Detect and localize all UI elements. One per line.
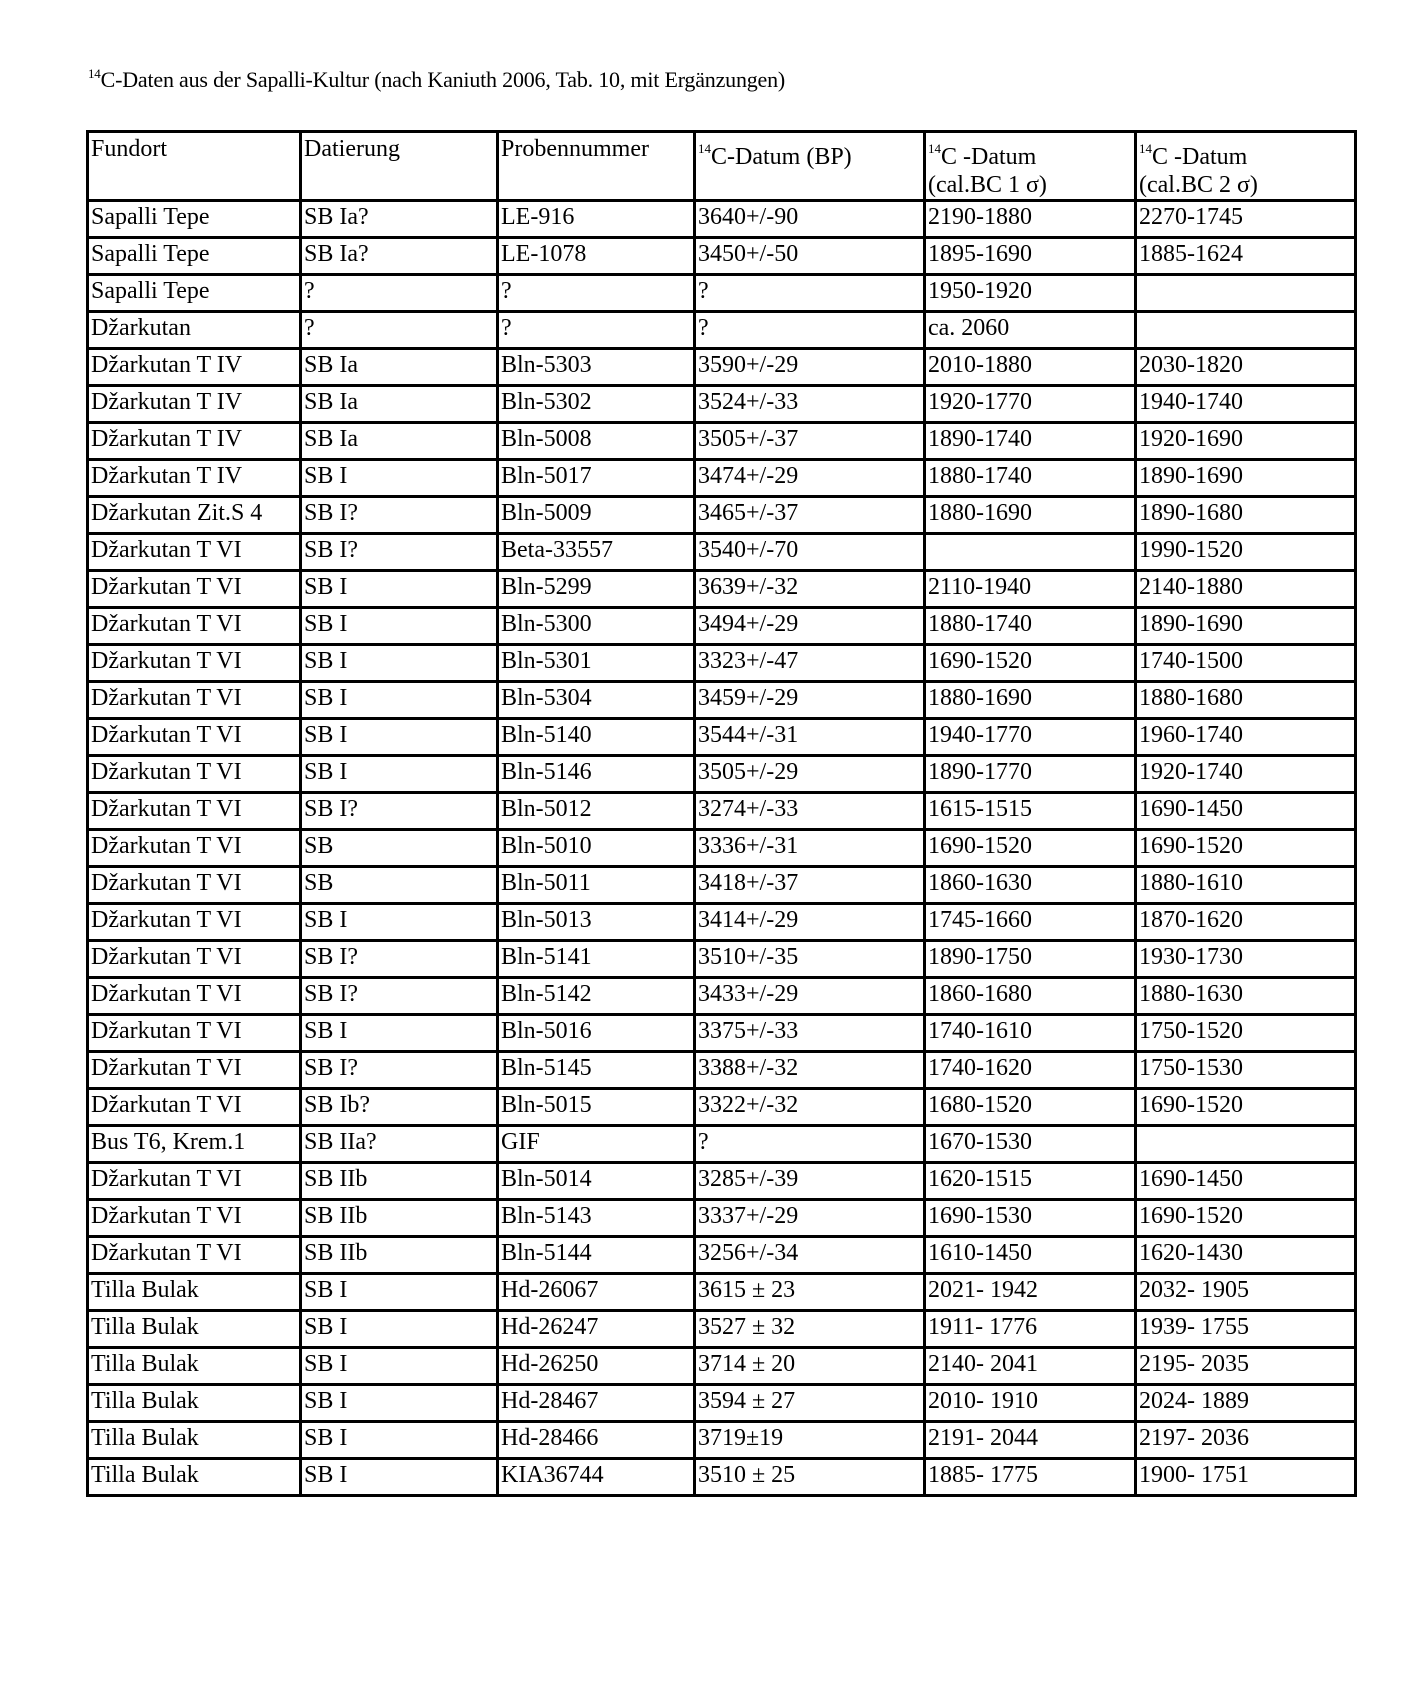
cell-cal-2-sigma: 1750-1520 bbox=[1136, 1015, 1356, 1052]
cell-cal-2-sigma: 1880-1610 bbox=[1136, 867, 1356, 904]
cell-cal-1-sigma: 1920-1770 bbox=[925, 386, 1136, 423]
cell-fundort: Džarkutan T IV bbox=[88, 349, 301, 386]
header-cal-2-sigma bbox=[1136, 132, 1356, 201]
cell-c14-bp: 3510+/-35 bbox=[695, 941, 925, 978]
cell-fundort: Tilla Bulak bbox=[88, 1348, 301, 1385]
table-row bbox=[88, 719, 1356, 756]
cell-fundort: Džarkutan T VI bbox=[88, 941, 301, 978]
cell-c14-bp: 3590+/-29 bbox=[695, 349, 925, 386]
cell-cal-2-sigma: 2030-1820 bbox=[1136, 349, 1356, 386]
cell-cal-1-sigma bbox=[925, 534, 1136, 571]
table-row bbox=[88, 682, 1356, 719]
cell-datierung: SB I bbox=[301, 719, 498, 756]
cell-cal-1-sigma: 1610-1450 bbox=[925, 1237, 1136, 1274]
cell-datierung: SB I? bbox=[301, 793, 498, 830]
table-row bbox=[88, 386, 1356, 423]
cell-probennummer: Bln-5013 bbox=[498, 904, 695, 941]
cell-fundort: Džarkutan T VI bbox=[88, 1052, 301, 1089]
cell-c14-bp: 3544+/-31 bbox=[695, 719, 925, 756]
cell-probennummer: Bln-5302 bbox=[498, 386, 695, 423]
cell-datierung: SB I bbox=[301, 904, 498, 941]
cell-probennummer: Bln-5146 bbox=[498, 756, 695, 793]
cell-cal-1-sigma: 1880-1740 bbox=[925, 460, 1136, 497]
cell-datierung: SB I bbox=[301, 1274, 498, 1311]
cell-datierung: SB bbox=[301, 830, 498, 867]
cell-cal-1-sigma: 1745-1660 bbox=[925, 904, 1136, 941]
cell-cal-2-sigma: 1960-1740 bbox=[1136, 719, 1356, 756]
cell-cal-2-sigma: 1890-1690 bbox=[1136, 460, 1356, 497]
table-row bbox=[88, 1052, 1356, 1089]
cell-cal-1-sigma: 1950-1920 bbox=[925, 275, 1136, 312]
cell-c14-bp: 3418+/-37 bbox=[695, 867, 925, 904]
cell-fundort: Džarkutan T VI bbox=[88, 534, 301, 571]
cell-cal-1-sigma: 2010- 1910 bbox=[925, 1385, 1136, 1422]
cell-cal-2-sigma: 1930-1730 bbox=[1136, 941, 1356, 978]
cell-c14-bp: 3450+/-50 bbox=[695, 238, 925, 275]
cell-datierung: SB I bbox=[301, 460, 498, 497]
table-row bbox=[88, 238, 1356, 275]
cell-cal-1-sigma: 1620-1515 bbox=[925, 1163, 1136, 1200]
header-sublabel: (cal.BC 2 σ) bbox=[1139, 172, 1258, 198]
cell-datierung: SB bbox=[301, 867, 498, 904]
table-row bbox=[88, 1015, 1356, 1052]
table-row bbox=[88, 497, 1356, 534]
cell-probennummer: Bln-5144 bbox=[498, 1237, 695, 1274]
cell-cal-2-sigma bbox=[1136, 275, 1356, 312]
cell-fundort: Džarkutan T VI bbox=[88, 608, 301, 645]
cell-datierung: SB I bbox=[301, 682, 498, 719]
cell-cal-2-sigma bbox=[1136, 1126, 1356, 1163]
table-header bbox=[88, 132, 1356, 201]
cell-probennummer: KIA36744 bbox=[498, 1459, 695, 1496]
cell-cal-2-sigma: 2024- 1889 bbox=[1136, 1385, 1356, 1422]
cell-cal-2-sigma: 1940-1740 bbox=[1136, 386, 1356, 423]
cell-datierung: SB Ia? bbox=[301, 238, 498, 275]
cell-fundort: Sapalli Tepe bbox=[88, 275, 301, 312]
table-row bbox=[88, 201, 1356, 238]
header-label: C-Datum (BP) bbox=[711, 144, 852, 170]
cell-fundort: Džarkutan T VI bbox=[88, 1200, 301, 1237]
cell-cal-1-sigma: 1940-1770 bbox=[925, 719, 1136, 756]
cell-probennummer: Bln-5008 bbox=[498, 423, 695, 460]
cell-cal-2-sigma: 1990-1520 bbox=[1136, 534, 1356, 571]
cell-c14-bp: ? bbox=[695, 1126, 925, 1163]
cell-datierung: SB I bbox=[301, 1311, 498, 1348]
radiocarbon-table bbox=[86, 130, 1357, 1497]
table-row bbox=[88, 756, 1356, 793]
header-c14-bp bbox=[695, 132, 925, 201]
header-cal-1-sigma bbox=[925, 132, 1136, 201]
table-row bbox=[88, 1459, 1356, 1496]
header-superscript: 14 bbox=[928, 141, 941, 156]
cell-cal-2-sigma: 1900- 1751 bbox=[1136, 1459, 1356, 1496]
cell-c14-bp: 3510 ± 25 bbox=[695, 1459, 925, 1496]
cell-probennummer: Bln-5304 bbox=[498, 682, 695, 719]
cell-c14-bp: 3388+/-32 bbox=[695, 1052, 925, 1089]
cell-cal-1-sigma: 1890-1770 bbox=[925, 756, 1136, 793]
cell-c14-bp: 3615 ± 23 bbox=[695, 1274, 925, 1311]
header-label: Fundort bbox=[91, 136, 168, 162]
cell-fundort: Džarkutan T VI bbox=[88, 571, 301, 608]
table-row bbox=[88, 423, 1356, 460]
cell-probennummer: Bln-5014 bbox=[498, 1163, 695, 1200]
cell-probennummer: Bln-5300 bbox=[498, 608, 695, 645]
cell-cal-2-sigma: 1620-1430 bbox=[1136, 1237, 1356, 1274]
cell-cal-2-sigma bbox=[1136, 312, 1356, 349]
cell-cal-1-sigma: ca. 2060 bbox=[925, 312, 1136, 349]
cell-fundort: Džarkutan T VI bbox=[88, 793, 301, 830]
cell-cal-1-sigma: 1911- 1776 bbox=[925, 1311, 1136, 1348]
cell-datierung: SB Ia bbox=[301, 349, 498, 386]
cell-probennummer: Bln-5143 bbox=[498, 1200, 695, 1237]
caption-text: C-Daten aus der Sapalli-Kultur (nach Kaniuth 2006, Tab. 10, mit Ergänzungen) bbox=[100, 67, 786, 92]
cell-c14-bp: 3459+/-29 bbox=[695, 682, 925, 719]
table-row bbox=[88, 1163, 1356, 1200]
cell-datierung: SB I? bbox=[301, 941, 498, 978]
cell-probennummer: Beta-33557 bbox=[498, 534, 695, 571]
cell-cal-2-sigma: 1880-1630 bbox=[1136, 978, 1356, 1015]
cell-probennummer: Hd-26247 bbox=[498, 1311, 695, 1348]
cell-cal-1-sigma: 1860-1630 bbox=[925, 867, 1136, 904]
cell-c14-bp: 3337+/-29 bbox=[695, 1200, 925, 1237]
cell-fundort: Džarkutan T VI bbox=[88, 645, 301, 682]
cell-cal-2-sigma: 2032- 1905 bbox=[1136, 1274, 1356, 1311]
cell-fundort: Džarkutan T IV bbox=[88, 423, 301, 460]
cell-cal-1-sigma: 2110-1940 bbox=[925, 571, 1136, 608]
cell-probennummer: Bln-5009 bbox=[498, 497, 695, 534]
cell-c14-bp: 3719±19 bbox=[695, 1422, 925, 1459]
cell-cal-1-sigma: 1880-1690 bbox=[925, 497, 1136, 534]
table-row bbox=[88, 793, 1356, 830]
cell-cal-2-sigma: 2195- 2035 bbox=[1136, 1348, 1356, 1385]
cell-cal-2-sigma: 1880-1680 bbox=[1136, 682, 1356, 719]
cell-probennummer: Bln-5142 bbox=[498, 978, 695, 1015]
cell-probennummer: Bln-5141 bbox=[498, 941, 695, 978]
cell-datierung: SB Ib? bbox=[301, 1089, 498, 1126]
cell-probennummer: Bln-5301 bbox=[498, 645, 695, 682]
cell-cal-1-sigma: 1740-1610 bbox=[925, 1015, 1136, 1052]
cell-cal-2-sigma: 1885-1624 bbox=[1136, 238, 1356, 275]
cell-fundort: Džarkutan bbox=[88, 312, 301, 349]
table-row bbox=[88, 1200, 1356, 1237]
table-row bbox=[88, 1089, 1356, 1126]
header-label: Datierung bbox=[304, 136, 400, 162]
cell-probennummer: Bln-5012 bbox=[498, 793, 695, 830]
cell-datierung: SB Ia bbox=[301, 423, 498, 460]
cell-probennummer: Hd-28466 bbox=[498, 1422, 695, 1459]
cell-cal-2-sigma: 2140-1880 bbox=[1136, 571, 1356, 608]
cell-probennummer: Bln-5011 bbox=[498, 867, 695, 904]
cell-cal-2-sigma: 2270-1745 bbox=[1136, 201, 1356, 238]
cell-c14-bp: 3639+/-32 bbox=[695, 571, 925, 608]
table-row bbox=[88, 460, 1356, 497]
cell-cal-2-sigma: 1690-1520 bbox=[1136, 1200, 1356, 1237]
table-row bbox=[88, 1348, 1356, 1385]
header-fundort bbox=[88, 132, 301, 201]
cell-cal-1-sigma: 1740-1620 bbox=[925, 1052, 1136, 1089]
cell-datierung: SB IIb bbox=[301, 1237, 498, 1274]
cell-cal-1-sigma: 1860-1680 bbox=[925, 978, 1136, 1015]
cell-datierung: SB Ia? bbox=[301, 201, 498, 238]
cell-fundort: Bus T6, Krem.1 bbox=[88, 1126, 301, 1163]
header-label: Probennummer bbox=[501, 136, 649, 162]
table-body bbox=[88, 201, 1356, 1496]
cell-cal-1-sigma: 2140- 2041 bbox=[925, 1348, 1136, 1385]
cell-datierung: SB I bbox=[301, 756, 498, 793]
cell-c14-bp: 3375+/-33 bbox=[695, 1015, 925, 1052]
cell-c14-bp: 3527 ± 32 bbox=[695, 1311, 925, 1348]
cell-fundort: Tilla Bulak bbox=[88, 1385, 301, 1422]
cell-datierung: SB I bbox=[301, 608, 498, 645]
cell-probennummer: Bln-5010 bbox=[498, 830, 695, 867]
cell-c14-bp: 3505+/-37 bbox=[695, 423, 925, 460]
cell-datierung: SB I bbox=[301, 1015, 498, 1052]
table-row bbox=[88, 571, 1356, 608]
cell-c14-bp: 3465+/-37 bbox=[695, 497, 925, 534]
table-row bbox=[88, 1311, 1356, 1348]
cell-cal-1-sigma: 1690-1520 bbox=[925, 645, 1136, 682]
cell-cal-2-sigma: 1740-1500 bbox=[1136, 645, 1356, 682]
cell-fundort: Džarkutan T VI bbox=[88, 904, 301, 941]
cell-datierung: SB I? bbox=[301, 497, 498, 534]
cell-datierung: SB Ia bbox=[301, 386, 498, 423]
cell-probennummer: ? bbox=[498, 275, 695, 312]
cell-cal-1-sigma: 1890-1750 bbox=[925, 941, 1136, 978]
table-row bbox=[88, 1274, 1356, 1311]
cell-cal-1-sigma: 2191- 2044 bbox=[925, 1422, 1136, 1459]
cell-datierung: SB I bbox=[301, 645, 498, 682]
cell-c14-bp: ? bbox=[695, 312, 925, 349]
cell-datierung: SB IIa? bbox=[301, 1126, 498, 1163]
cell-fundort: Džarkutan T VI bbox=[88, 682, 301, 719]
cell-c14-bp: 3540+/-70 bbox=[695, 534, 925, 571]
cell-fundort: Sapalli Tepe bbox=[88, 238, 301, 275]
caption-superscript: 14 bbox=[88, 66, 101, 81]
table-row bbox=[88, 1126, 1356, 1163]
cell-cal-1-sigma: 1690-1520 bbox=[925, 830, 1136, 867]
cell-fundort: Džarkutan T IV bbox=[88, 460, 301, 497]
cell-cal-1-sigma: 1885- 1775 bbox=[925, 1459, 1136, 1496]
header-probennummer bbox=[498, 132, 695, 201]
cell-c14-bp: 3433+/-29 bbox=[695, 978, 925, 1015]
cell-fundort: Džarkutan T VI bbox=[88, 1237, 301, 1274]
cell-probennummer: Bln-5017 bbox=[498, 460, 695, 497]
cell-fundort: Džarkutan T VI bbox=[88, 1015, 301, 1052]
cell-datierung: ? bbox=[301, 275, 498, 312]
cell-probennummer: Hd-28467 bbox=[498, 1385, 695, 1422]
cell-c14-bp: 3494+/-29 bbox=[695, 608, 925, 645]
table-row bbox=[88, 1237, 1356, 1274]
cell-c14-bp: 3640+/-90 bbox=[695, 201, 925, 238]
cell-cal-2-sigma: 1890-1680 bbox=[1136, 497, 1356, 534]
cell-probennummer: Bln-5015 bbox=[498, 1089, 695, 1126]
cell-cal-2-sigma: 1920-1740 bbox=[1136, 756, 1356, 793]
cell-c14-bp: 3524+/-33 bbox=[695, 386, 925, 423]
header-row bbox=[88, 132, 1356, 201]
cell-datierung: SB IIb bbox=[301, 1200, 498, 1237]
cell-c14-bp: 3336+/-31 bbox=[695, 830, 925, 867]
cell-fundort: Tilla Bulak bbox=[88, 1459, 301, 1496]
cell-cal-1-sigma: 2021- 1942 bbox=[925, 1274, 1136, 1311]
cell-cal-2-sigma: 1690-1450 bbox=[1136, 1163, 1356, 1200]
header-superscript: 14 bbox=[1139, 141, 1152, 156]
header-sublabel: (cal.BC 1 σ) bbox=[928, 172, 1047, 198]
header-label: C -Datum bbox=[1152, 144, 1248, 170]
cell-fundort: Džarkutan T VI bbox=[88, 867, 301, 904]
cell-fundort: Džarkutan T VI bbox=[88, 978, 301, 1015]
cell-fundort: Džarkutan T VI bbox=[88, 1163, 301, 1200]
cell-fundort: Džarkutan T IV bbox=[88, 386, 301, 423]
table-row bbox=[88, 608, 1356, 645]
cell-datierung: SB IIb bbox=[301, 1163, 498, 1200]
cell-datierung: SB I bbox=[301, 1385, 498, 1422]
cell-cal-1-sigma: 2010-1880 bbox=[925, 349, 1136, 386]
cell-cal-1-sigma: 1880-1740 bbox=[925, 608, 1136, 645]
table-caption bbox=[88, 66, 785, 93]
cell-fundort: Sapalli Tepe bbox=[88, 201, 301, 238]
cell-fundort: Tilla Bulak bbox=[88, 1274, 301, 1311]
header-superscript: 14 bbox=[698, 141, 711, 156]
cell-datierung: ? bbox=[301, 312, 498, 349]
cell-probennummer: Hd-26250 bbox=[498, 1348, 695, 1385]
cell-fundort: Džarkutan T VI bbox=[88, 719, 301, 756]
table-row bbox=[88, 275, 1356, 312]
cell-cal-1-sigma: 1615-1515 bbox=[925, 793, 1136, 830]
cell-probennummer: Bln-5299 bbox=[498, 571, 695, 608]
cell-cal-1-sigma: 1890-1740 bbox=[925, 423, 1136, 460]
cell-datierung: SB I? bbox=[301, 978, 498, 1015]
cell-datierung: SB I? bbox=[301, 534, 498, 571]
cell-probennummer: Hd-26067 bbox=[498, 1274, 695, 1311]
cell-c14-bp: 3594 ± 27 bbox=[695, 1385, 925, 1422]
cell-datierung: SB I bbox=[301, 1422, 498, 1459]
cell-cal-2-sigma: 1939- 1755 bbox=[1136, 1311, 1356, 1348]
table-row bbox=[88, 1422, 1356, 1459]
header-datierung bbox=[301, 132, 498, 201]
table-row bbox=[88, 312, 1356, 349]
header-label: C -Datum bbox=[941, 144, 1037, 170]
cell-cal-2-sigma: 1890-1690 bbox=[1136, 608, 1356, 645]
cell-cal-2-sigma: 1690-1520 bbox=[1136, 830, 1356, 867]
cell-probennummer: LE-1078 bbox=[498, 238, 695, 275]
cell-c14-bp: ? bbox=[695, 275, 925, 312]
table-row bbox=[88, 1385, 1356, 1422]
cell-c14-bp: 3322+/-32 bbox=[695, 1089, 925, 1126]
cell-c14-bp: 3323+/-47 bbox=[695, 645, 925, 682]
cell-c14-bp: 3274+/-33 bbox=[695, 793, 925, 830]
table-row bbox=[88, 830, 1356, 867]
table-row bbox=[88, 349, 1356, 386]
cell-probennummer: LE-916 bbox=[498, 201, 695, 238]
cell-fundort: Džarkutan Zit.S 4 bbox=[88, 497, 301, 534]
cell-datierung: SB I bbox=[301, 571, 498, 608]
cell-cal-2-sigma: 2197- 2036 bbox=[1136, 1422, 1356, 1459]
cell-cal-1-sigma: 1895-1690 bbox=[925, 238, 1136, 275]
cell-c14-bp: 3714 ± 20 bbox=[695, 1348, 925, 1385]
cell-probennummer: Bln-5140 bbox=[498, 719, 695, 756]
table-row bbox=[88, 941, 1356, 978]
cell-fundort: Džarkutan T VI bbox=[88, 756, 301, 793]
cell-cal-1-sigma: 1670-1530 bbox=[925, 1126, 1136, 1163]
cell-cal-1-sigma: 1880-1690 bbox=[925, 682, 1136, 719]
cell-probennummer: ? bbox=[498, 312, 695, 349]
cell-cal-2-sigma: 1690-1450 bbox=[1136, 793, 1356, 830]
table-row bbox=[88, 645, 1356, 682]
cell-fundort: Tilla Bulak bbox=[88, 1422, 301, 1459]
cell-c14-bp: 3474+/-29 bbox=[695, 460, 925, 497]
cell-probennummer: Bln-5303 bbox=[498, 349, 695, 386]
table-row bbox=[88, 904, 1356, 941]
cell-c14-bp: 3256+/-34 bbox=[695, 1237, 925, 1274]
cell-cal-2-sigma: 1690-1520 bbox=[1136, 1089, 1356, 1126]
cell-probennummer: Bln-5016 bbox=[498, 1015, 695, 1052]
cell-cal-1-sigma: 1680-1520 bbox=[925, 1089, 1136, 1126]
table-row bbox=[88, 867, 1356, 904]
cell-c14-bp: 3285+/-39 bbox=[695, 1163, 925, 1200]
cell-probennummer: Bln-5145 bbox=[498, 1052, 695, 1089]
cell-cal-2-sigma: 1870-1620 bbox=[1136, 904, 1356, 941]
cell-c14-bp: 3414+/-29 bbox=[695, 904, 925, 941]
cell-cal-2-sigma: 1920-1690 bbox=[1136, 423, 1356, 460]
cell-datierung: SB I bbox=[301, 1459, 498, 1496]
cell-fundort: Džarkutan T VI bbox=[88, 830, 301, 867]
cell-cal-1-sigma: 2190-1880 bbox=[925, 201, 1136, 238]
cell-cal-2-sigma: 1750-1530 bbox=[1136, 1052, 1356, 1089]
cell-cal-1-sigma: 1690-1530 bbox=[925, 1200, 1136, 1237]
cell-datierung: SB I bbox=[301, 1348, 498, 1385]
cell-fundort: Tilla Bulak bbox=[88, 1311, 301, 1348]
table-row bbox=[88, 978, 1356, 1015]
cell-datierung: SB I? bbox=[301, 1052, 498, 1089]
table-row bbox=[88, 534, 1356, 571]
cell-fundort: Džarkutan T VI bbox=[88, 1089, 301, 1126]
cell-c14-bp: 3505+/-29 bbox=[695, 756, 925, 793]
cell-probennummer: GIF bbox=[498, 1126, 695, 1163]
